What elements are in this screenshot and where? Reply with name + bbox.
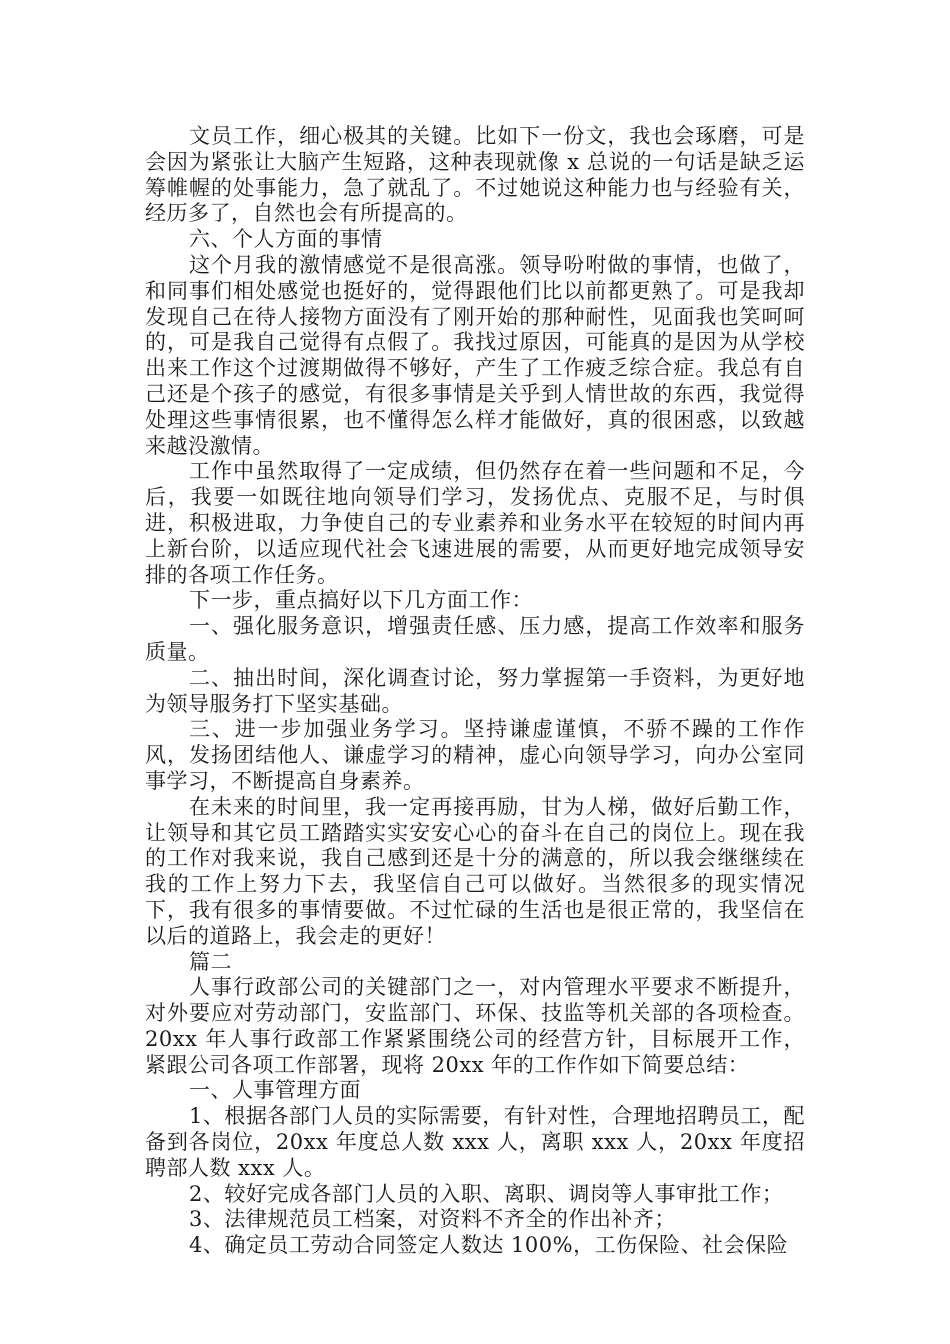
list-item: 1、根据各部门人员的实际需要，有针对性，合理地招聘员工，配备到各岗位，20xx 年度总人数 xxx 人，离职 xxx 人，20xx 年度招聘部人数 xxx 人。 [145, 1104, 805, 1180]
section-heading: 篇二 [189, 949, 232, 974]
list-item: 2、较好完成各部门人员的入职、离职、调岗等人事审批工作； [189, 1181, 784, 1206]
list-item: 一、强化服务意识，增强责任感、压力感，提高工作效率和服务质量。 [145, 614, 805, 664]
paragraph: 文员工作，细心极其的关键。比如下一份文，我也会琢磨，可是会因为紧张让大脑产生短路，这种表现就像 x 总说的一句话是缺乏运筹帷幄的处事能力，急了就乱了。不过她说这种能力也与经验有关，经历多了，自然也会有所提高的。 [145, 124, 805, 226]
list-item: 3、法律规范员工档案，对资料不齐全的作出补齐； [189, 1207, 676, 1232]
document-body [145, 124, 805, 1259]
list-item: 4、确定员工劳动合同签定人数达 100%，工伤保险、社会保险 [189, 1233, 789, 1258]
paragraph: 在未来的时间里，我一定再接再励，甘为人梯，做好后勤工作，让领导和其它员工踏踏实实安安心心的奋斗在自己的岗位上。现在我的工作对我来说，我自己感到还是十分的满意的，所以我会继继续在我的工作上努力下去，我坚信自己可以做好。当然很多的现实情况下，我有很多的事情要做。不过忙碌的生活也是很正常的，我坚信在以后的道路上，我会走的更好！ [145, 794, 805, 948]
list-item: 二、抽出时间，深化调查讨论，努力掌握第一手资料，为更好地为领导服务打下坚实基础。 [145, 665, 805, 716]
paragraph: 这个月我的激情感觉不是很高涨。领导吩咐做的事情，也做了，和同事们相处感觉也挺好的，觉得跟他们比以前都更熟了。可是我却发现自己在待人接物方面没有了刚开始的那种耐性，见面我也笑呵呵的，可是我自己觉得有点假了。我找过原因，可能真的是因为从学校出来工作这个过渡期做得不够好，产生了工作疲乏综合症。我总有自己还是个孩子的感觉，有很多事情是关乎到人情世故的东西，我觉得处理这些事情很累，也不懂得怎么样才能做好，真的很困惑，以致越来越没激情。 [145, 252, 805, 458]
section-heading: 一、人事管理方面 [189, 1078, 361, 1103]
paragraph: 下一步，重点搞好以下几方面工作： [189, 588, 533, 613]
section-heading: 六、个人方面的事情 [189, 227, 383, 252]
list-item: 三、进一步加强业务学习。坚持谦虚谨慎，不骄不躁的工作作风，发扬团结他人、谦虚学习的精神，虚心向领导学习，向办公室同事学习，不断提高自身素养。 [145, 717, 805, 793]
paragraph: 工作中虽然取得了一定成绩，但仍然存在着一些问题和不足，今后，我要一如既往地向领导们学习，发扬优点、克服不足，与时俱进，积极进取，力争使自己的专业素养和业务水平在较短的时间内再上新台阶，以适应现代社会飞速进展的需要，从而更好地完成领导安排的各项工作任务。 [145, 459, 805, 587]
paragraph: 人事行政部公司的关键部门之一，对内管理水平要求不断提升，对外要应对劳动部门，安监部门、环保、技监等机关部的各项检查。20xx 年人事行政部工作紧紧围绕公司的经营方针，目标展开工作，紧跟公司各项工作部署，现将 20xx 年的工作作如下简要总结： [145, 975, 805, 1077]
